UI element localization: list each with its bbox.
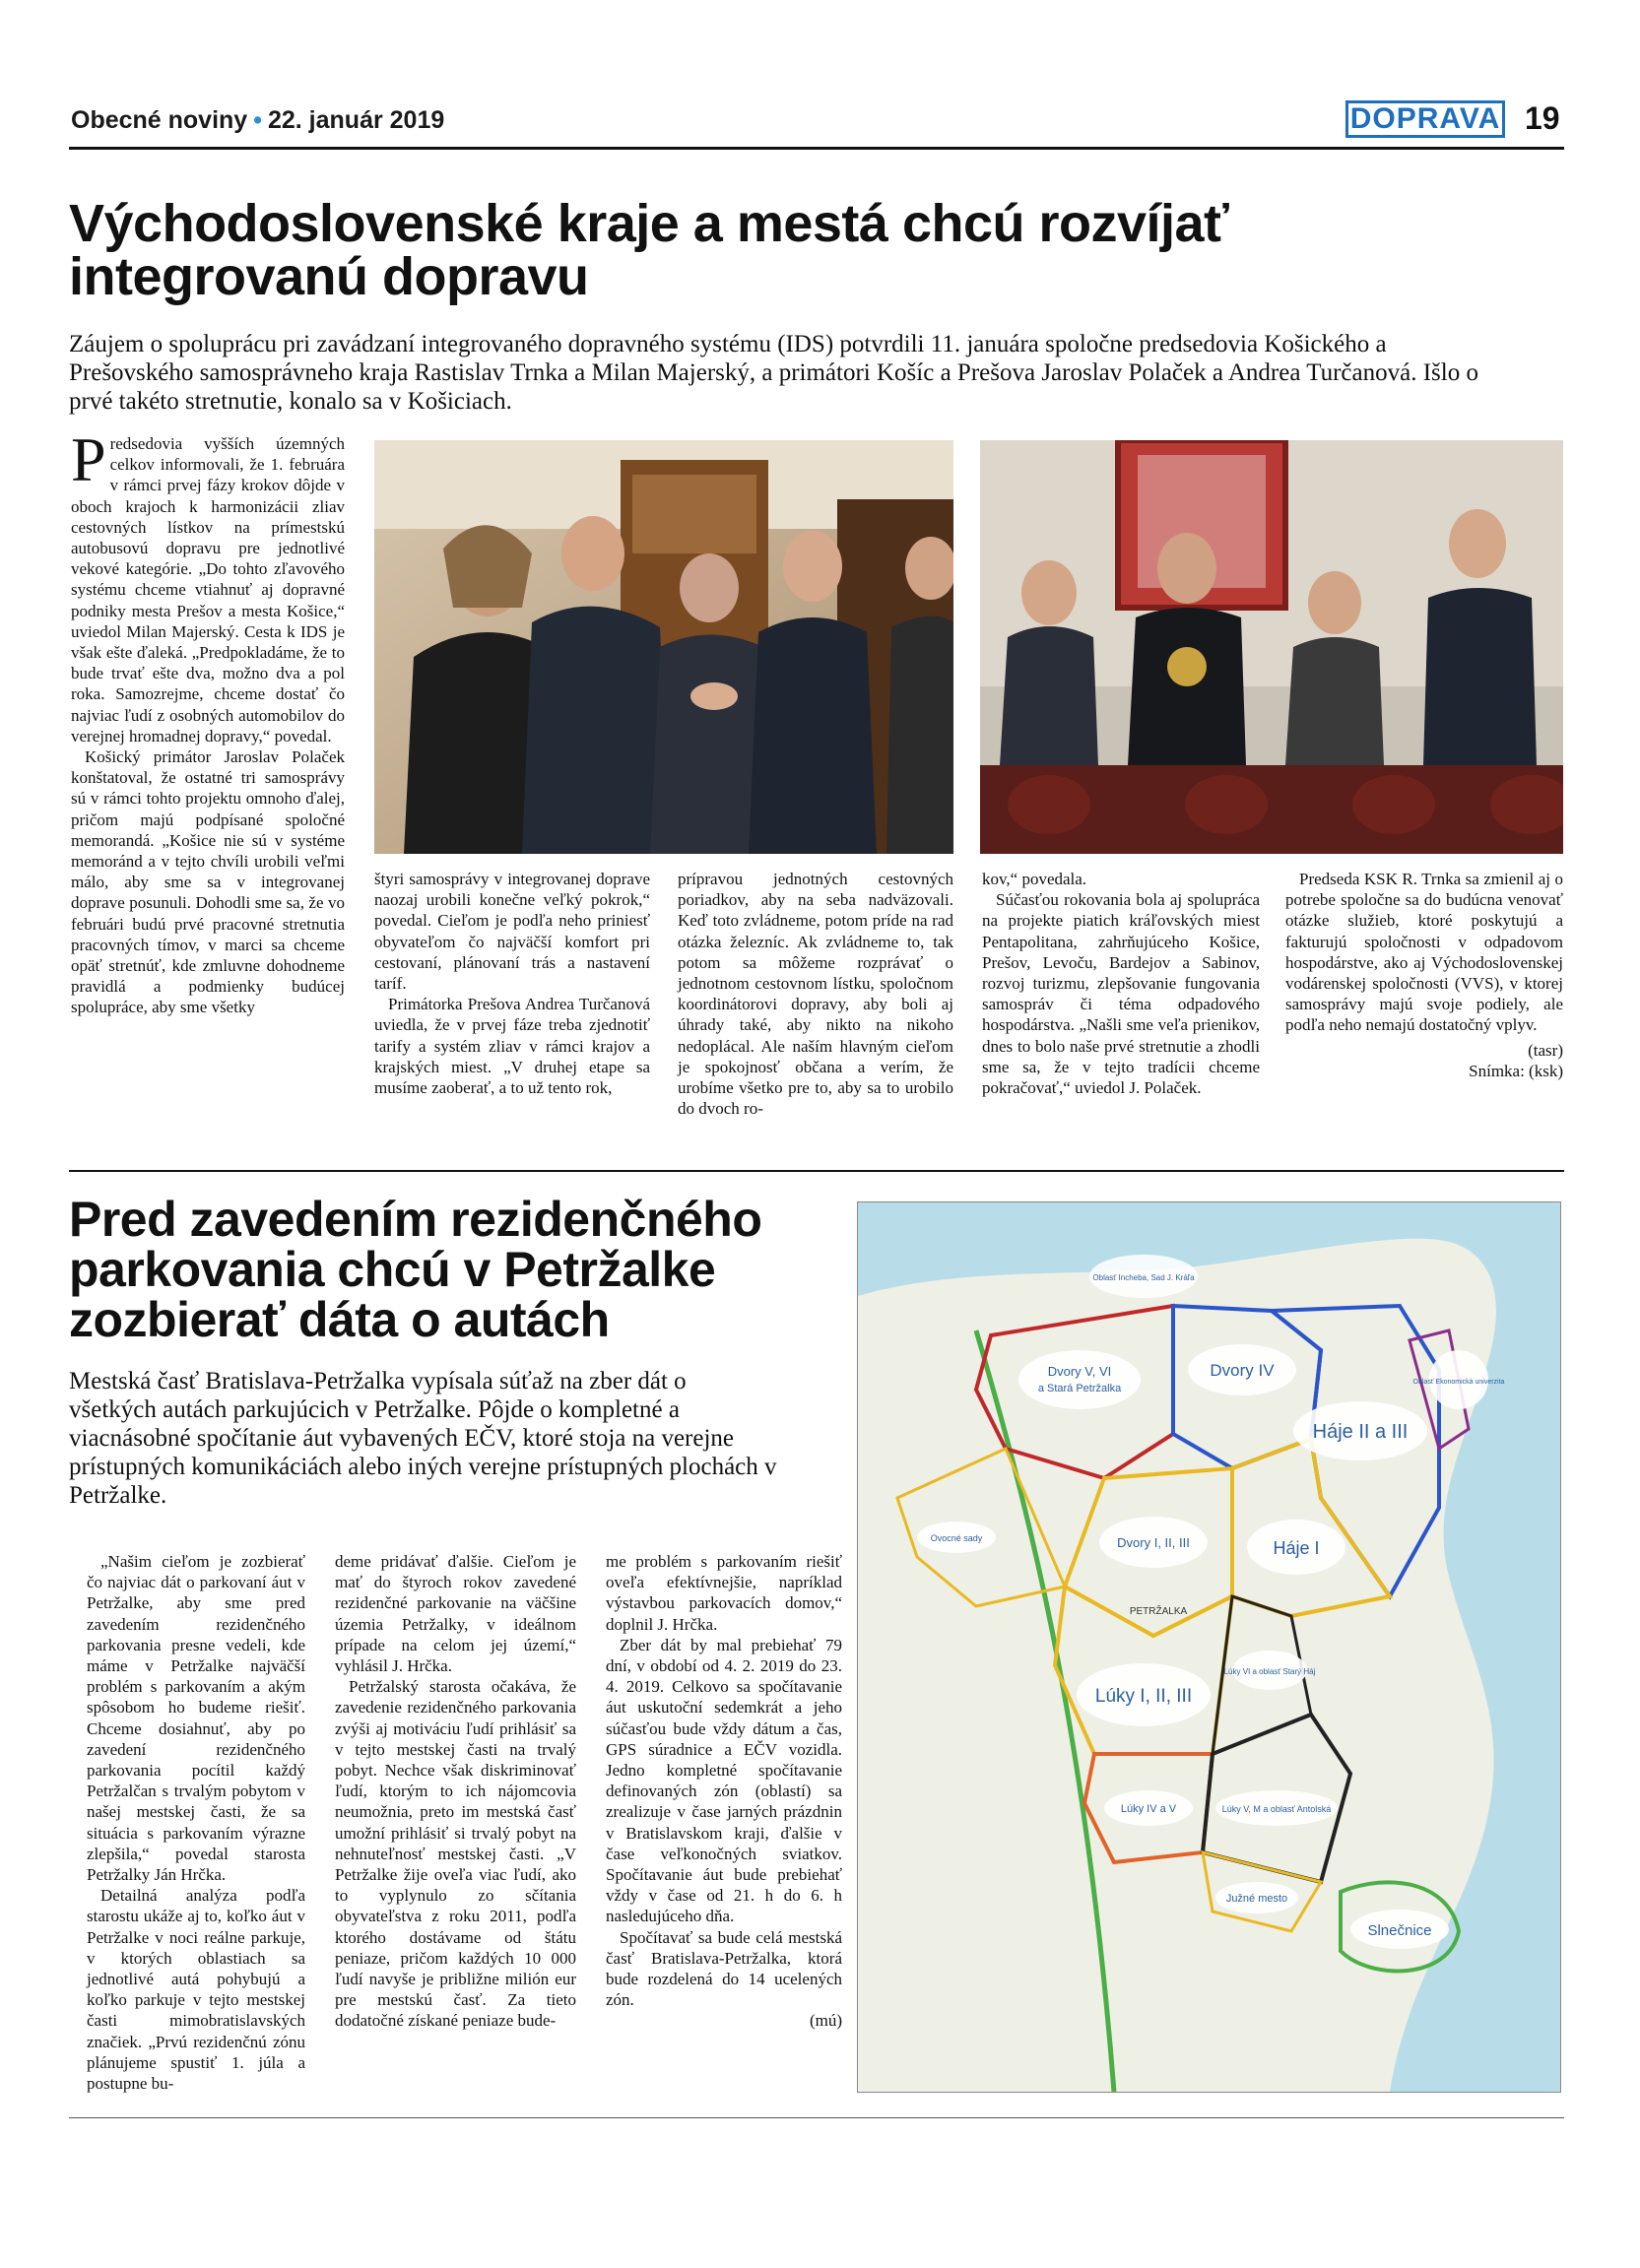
petrzalka-zones-map	[857, 1201, 1561, 2093]
article1-paragraph: Primátorka Prešova Andrea Turčanová uviedla, že v prvej fáze treba zjednotiť tarify a systém zliav v rámci krajov a krajských miest. „V druhej etape sa musíme zaoberať, a to už tento rok,	[374, 995, 650, 1098]
article2-column-3	[606, 1551, 842, 2032]
label-haje-ii-iii: Háje II a III	[1312, 1421, 1409, 1443]
article-divider	[69, 1170, 1564, 1172]
article1-photo-credit: Snímka: (ksk)	[1469, 1061, 1563, 1080]
label-bg	[1018, 1350, 1141, 1409]
label-incheba: Oblasť Incheba, Sad J. Kráľa	[1092, 1273, 1195, 1282]
label-ovocne-sady: Ovocné sady	[930, 1533, 983, 1543]
article1-headline-line1: Východoslovenské kraje a mestá chcú rozvíjať	[69, 194, 1229, 253]
article2-headline-line3: zozbierať dáta o autách	[69, 1292, 610, 1347]
article1-paragraph: kov,“ povedala.	[982, 870, 1087, 888]
article1-paragraph: Košický primátor Jaroslav Polaček konštatoval, že ostatné tri samosprávy sú v rámci tohto projektu omnoho ďalej, pričom majú podpísané spoločné memorandá. „Košice nie sú v systéme memoránd a v tejto chvíli urobili veľmi málo, aby sme sa v integrovanej doprave posunuli. Dohodli sme sa, že vo februári budú prvé pracovné stretnutia pracovných tímov, v marci sa chceme opäť stretnúť, kde zmluvne dohodneme pravidlá a podmienky budúcej spolupráce, aby sme všetky	[71, 747, 345, 1017]
article2-headline-line1: Pred zavedením rezidenčného	[69, 1192, 762, 1247]
photo-handshake	[374, 440, 953, 854]
label-dvory-v-vi: Dvory V, VI	[1047, 1364, 1112, 1379]
article1-column-5	[1285, 869, 1563, 1081]
article1-paragraph: štyri samosprávy v integrovanej doprave naozaj urobili konečne veľký pokrok,“ povedal. Cieľom je podľa neho priniesť obyvateľom čo najväčší komfort pri cestovaní, plánovaní trás a nastavení taríf.	[374, 870, 650, 994]
article1-paragraph: prípravou jednotných cestovných poriadkov, aby na seba nadväzovali. Keď toto zvládneme, potom príde na rad otázka železníc. Ak zvládneme to, tak potom sa môžeme rozprávať o jednotnom cestovnom lístku, spoločnom koordinátorovi dopravy, aby boli aj úhrady také, aby nikto na nikoho nedoplácal. Ale naším hlavným cieľom je spokojnosť občana a verím, že urobíme všetko pre to, aby sa to urobilo do dvoch ro-	[678, 870, 953, 1119]
article1-column-3	[678, 869, 953, 1119]
photo-group	[980, 440, 1563, 854]
article2-paragraph: Petržalský starosta očakáva, že zavedenie rezidenčného parkovania zvýši aj motiváciu ľudí prihlásiť sa v tejto mestskej časti na trvalý pobyt. Nechce však diskriminovať ľudí, ktorým to ich nájomcovia neumožnia, preto im mestská časť umožní prihlásiť si trvalý pobyt na nehnuteľnosť mestskej časti. „V Petržalke žije oveľa viac ľudí, ako to vyplynulo zo sčítania obyvateľstva z roku 2011, podľa ktorého dostávame od štátu peniaze, pričom každých 10 000 ľudí navyše je približne milión eur pre mestskú časť. Za tieto dodatočné získané peniaze bude-	[335, 1677, 576, 2031]
dropcap: P	[71, 424, 106, 494]
article1-paragraph: redsedovia vyšších územných celkov informovali, že 1. februára v rámci prvej fázy krokov dôjde v oboch krajoch k harmonizácii zliav cestovných lístkov na prímestskú autobusovú dopravu pre jednotlivé vekové kategórie. „Do tohto zľavového systému chceme vtiahnuť aj dopravné podniky mesta Prešov a mesta Košice,“ uviedol Milan Majerský. Cesta k IDS je však ešte ďaleká. „Predpokladáme, že to bude trvať ešte dva, možno dva a pol roka. Samozrejme, chceme dostať čo najviac ľudí z osobných automobilov do verejnej hromadnej dopravy,“ povedal.	[71, 434, 345, 745]
article1-column-1	[71, 424, 345, 1018]
header-rule	[69, 147, 1564, 150]
label-juzne-mesto: Južné mesto	[1225, 1893, 1288, 1905]
article1-headline	[69, 194, 1546, 306]
label-dvory-i-ii-iii: Dvory I, II, III	[1117, 1535, 1190, 1550]
label-dvory-iv: Dvory IV	[1210, 1361, 1275, 1380]
article2-paragraph: Zber dát by mal prebiehať 79 dní, v období od 4. 2. 2019 do 23. 4. 2019. Celkovo sa spočítavanie áut uskutoční sedemkrát a jeho súčasťou bude vždy dátum a čas, GPS súradnice a EČV vozidla. Jedno kompletné spočítavanie definovaných zón (oblastí) sa zrealizuje v čase jarných prázdnin v Bratislavskom kraji, ďalšie v čase veľkonočných sviatkov. Spočítavanie áut bude prebiehať vždy v čase od 21. h do 6. h nasledujúceho dňa.	[606, 1635, 842, 1926]
footer-rule	[69, 2117, 1564, 2118]
article2-paragraph: deme pridávať ďalšie. Cieľom je mať do štyroch rokov zavedené rezidenčné parkovanie na väčšine územia Petržalky, v ideálnom prípade na celom jej území,“ vyhlásil J. Hrčka.	[335, 1552, 576, 1676]
publication-date: 22. január 2019	[267, 106, 445, 134]
article2-headline	[69, 1192, 877, 1347]
article2-column-2	[335, 1551, 576, 2032]
article1-column-4	[982, 869, 1260, 1098]
label-ekonomicka: Oblasť Ekonomická univerzita	[1412, 1379, 1505, 1386]
article1-paragraph: Súčasťou rokovania bola aj spolupráca na projekte piatich kráľovských miest Pentapolitana, zahrňujúceho Košice, Prešov, Levoču, Bardejov a Sabinov, rozvoj turizmu, zlepšovanie fungovania samospráv či téma odpadového hospodárstva. „Našli sme veľa prienikov, dnes to bolo naše prvé stretnutie a zhodli sme sa, že v tejto tradícii chceme pokračovať,“ uviedol J. Polaček.	[982, 890, 1260, 1098]
article2-column-1	[87, 1551, 305, 2094]
article2-paragraph: „Našim cieľom je zozbierať čo najviac dát o parkovaní áut v Petržalke, aby sme pred zavedením rezidenčného parkovania presne vedeli, kde máme v Petržalke najväčší problém s parkovaním a akým spôsobom ho budeme riešiť. Chceme dosiahnuť, aby po zavedení rezidenčného parkovania pocítil každý Petržalčan s trvalým pobytom v našej mestskej časti, že sa situácia s parkovaním výrazne zlepšila,“ povedal starosta Petržalky Ján Hrčka.	[87, 1552, 305, 1885]
label-petrzalka: PETRŽALKA	[1129, 1606, 1188, 1617]
publication-name: Obecné noviny	[71, 106, 248, 134]
section-label: DOPRAVA	[1345, 100, 1505, 138]
page-number: 19	[1525, 100, 1560, 136]
article2-lead: Mestská časť Bratislava-Petržalka vypísala súťaž na zber dát o všetkých autách parkujúcich v Petržalke. Pôjde o kompletné a viacnásobné spočítanie áut vybavených EČV, ktoré stoja na verejne prístupných komunikáciách alebo iných verejne prístupných plochách v Petržalke.	[69, 1368, 777, 1509]
label-slnecnice: Slnečnice	[1367, 1922, 1432, 1939]
article1-source-credit: (tasr)	[1528, 1040, 1563, 1060]
label-luky-iv-v: Lúky IV a V	[1120, 1803, 1177, 1815]
label-stara-petrzalka: a Stará Petržalka	[1037, 1383, 1122, 1394]
article2-headline-line2: parkovania chcú v Petržalke	[69, 1242, 716, 1297]
article1-headline-line2: integrovanú dopravu	[69, 247, 589, 306]
article2-paragraph: Spočítavať sa bude celá mestská časť Bratislava-Petržalka, ktorá bude rozdelená do 14 ucelených zón.	[606, 1927, 842, 2010]
article2-paragraph: Detailná analýza podľa starostu ukáže aj to, koľko áut v Petržalke v noci reálne parkuje, v ktorých oblastiach sa jednotlivé autá pohybujú a koľko parkuje v tejto mestskej časti mimobratislavských značiek. „Prvú rezidenčnú zónu plánujeme spustiť 1. júla a postupne bu-	[87, 1886, 305, 2094]
separator-dot: •	[253, 106, 262, 134]
article1-column-2	[374, 869, 650, 1098]
label-haje-i: Háje I	[1273, 1538, 1320, 1558]
article1-lead: Záujem o spoluprácu pri zavádzaní integrovaného dopravného systému (IDS) potvrdili 11. januára spoločne predsedovia Košického a Prešovského samosprávneho kraja Rastislav Trnka a Milan Majerský, a primátori Košíc a Prešova Jaroslav Polaček a Andrea Turčanová. Išlo o prvé takéto stretnutie, konalo sa v Košiciach.	[69, 331, 1478, 415]
label-luky-i-ii-iii: Lúky I, II, III	[1094, 1686, 1193, 1707]
article1-paragraph: Predseda KSK R. Trnka sa zmienil aj o potrebe spoločne sa do budúcna venovať otázke služieb, ktoré poskytujú a fakturujú spoločnosti v odpadovom hospodárstve, ako aj Východoslovenskej vodárenskej spoločnosti (VVS), v ktorej samosprávy majú svoje podiely, ale podľa neho nemajú dostatočný vplyv.	[1285, 870, 1563, 1035]
article2-credit: (mú)	[809, 2011, 842, 2031]
label-luky-v-antolska: Lúky V, M a oblasť Antolská	[1221, 1804, 1332, 1814]
label-luky-vi: Lúky VI a oblasť Starý Háj	[1223, 1667, 1316, 1676]
publication-line	[71, 106, 444, 135]
article2-paragraph: me problém s parkovaním riešiť oveľa efektívnejšie, napríklad výstavbou parkovacích domov,“ doplnil J. Hrčka.	[606, 1552, 842, 1634]
